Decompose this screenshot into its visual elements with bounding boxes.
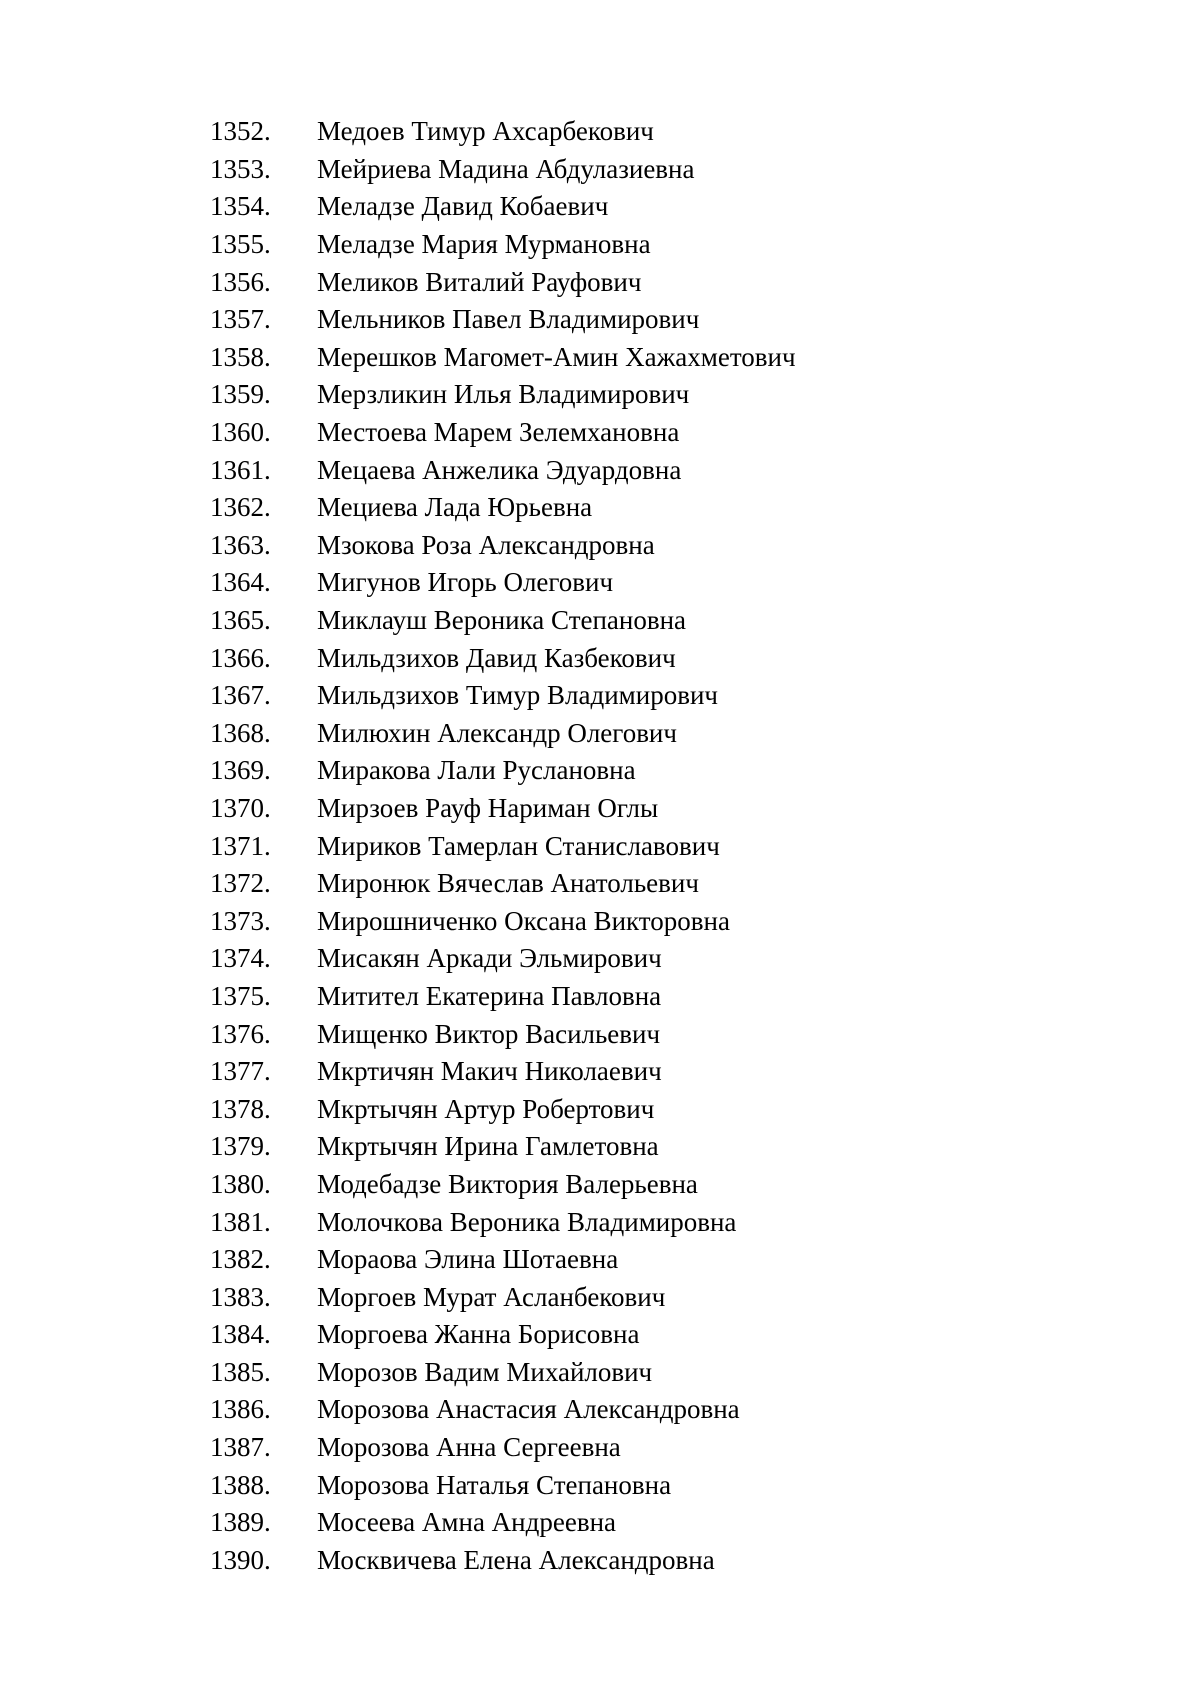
list-item — [210, 1542, 796, 1580]
entry-name: Меликов Виталий Рауфович — [317, 266, 642, 297]
entry-name: Мириков Тамерлан Станиславович — [317, 830, 720, 861]
list-item — [210, 1015, 796, 1053]
entry-name: Морозова Анна Сергеевна — [317, 1432, 621, 1463]
list-item — [210, 151, 796, 189]
list-item — [210, 1053, 796, 1091]
entry-number: 1356. — [210, 266, 271, 297]
entry-name: Мильдзихов Давид Казбекович — [317, 642, 676, 673]
list-item — [210, 1128, 796, 1166]
entry-number: 1380. — [210, 1168, 271, 1199]
entry-name: Мзокова Роза Александровна — [317, 529, 655, 560]
entry-name: Мищенко Виктор Васильевич — [317, 1018, 661, 1049]
entry-number: 1386. — [210, 1394, 271, 1425]
entry-number: 1372. — [210, 868, 271, 899]
entry-number: 1381. — [210, 1206, 271, 1237]
list-item — [210, 677, 796, 715]
entry-name: Мерзликин Илья Владимирович — [317, 379, 690, 410]
entry-number: 1390. — [210, 1544, 271, 1575]
list-item — [210, 263, 796, 301]
list-item — [210, 752, 796, 790]
entry-number: 1384. — [210, 1319, 271, 1350]
entry-number: 1362. — [210, 492, 271, 523]
entry-number: 1370. — [210, 792, 271, 823]
entry-name: Молочкова Вероника Владимировна — [317, 1206, 737, 1237]
entry-name: Мерешков Магомет-Амин Хажахметович — [317, 341, 796, 372]
entry-name: Мельников Павел Владимирович — [317, 304, 700, 335]
entry-name: Милюхин Александр Олегович — [317, 717, 677, 748]
entry-number: 1355. — [210, 229, 271, 260]
entry-name: Мосеева Амна Андреевна — [317, 1507, 617, 1538]
entry-number: 1371. — [210, 830, 271, 861]
list-item — [210, 1504, 796, 1542]
entry-number: 1379. — [210, 1131, 271, 1162]
entry-number: 1385. — [210, 1356, 271, 1387]
entry-number: 1369. — [210, 755, 271, 786]
list-item — [210, 564, 796, 602]
entry-number: 1358. — [210, 341, 271, 372]
list-item — [210, 527, 796, 565]
entry-number: 1373. — [210, 905, 271, 936]
entry-name: Модебадзе Виктория Валерьевна — [317, 1168, 698, 1199]
list-item — [210, 1241, 796, 1279]
entry-name: Мисакян Аркади Эльмирович — [317, 943, 662, 974]
list-item — [210, 188, 796, 226]
entry-number: 1378. — [210, 1093, 271, 1124]
entry-number: 1352. — [210, 116, 271, 147]
list-item — [210, 940, 796, 978]
list-item — [210, 1090, 796, 1128]
list-item — [210, 113, 796, 151]
list-item — [210, 790, 796, 828]
list-item — [210, 451, 796, 489]
entry-number: 1375. — [210, 980, 271, 1011]
entry-number: 1366. — [210, 642, 271, 673]
entry-name: Мкртычян Артур Робертович — [317, 1093, 655, 1124]
list-item — [210, 339, 796, 377]
entry-name: Меладзе Мария Мурмановна — [317, 229, 651, 260]
entry-number: 1363. — [210, 529, 271, 560]
list-item — [210, 1278, 796, 1316]
entry-name: Морозова Наталья Степановна — [317, 1469, 672, 1500]
list-item — [210, 226, 796, 264]
entry-name: Мкртичян Макич Николаевич — [317, 1056, 662, 1087]
entry-number: 1389. — [210, 1507, 271, 1538]
list-item — [210, 489, 796, 527]
entry-name: Морозов Вадим Михайлович — [317, 1356, 653, 1387]
list-item — [210, 865, 796, 903]
entry-number: 1353. — [210, 153, 271, 184]
entry-name: Митител Екатерина Павловна — [317, 980, 662, 1011]
list-item — [210, 1166, 796, 1204]
entry-number: 1357. — [210, 304, 271, 335]
entry-name: Моргоев Мурат Асланбекович — [317, 1281, 666, 1312]
entry-number: 1368. — [210, 717, 271, 748]
entry-name: Мирзоев Рауф Нариман Оглы — [317, 792, 659, 823]
entry-number: 1354. — [210, 191, 271, 222]
entry-number: 1388. — [210, 1469, 271, 1500]
entry-name: Мигунов Игорь Олегович — [317, 567, 614, 598]
entry-name: Миронюк Вячеслав Анатольевич — [317, 868, 699, 899]
entry-number: 1367. — [210, 680, 271, 711]
entry-number: 1377. — [210, 1056, 271, 1087]
entry-number: 1359. — [210, 379, 271, 410]
entry-number: 1365. — [210, 605, 271, 636]
entry-name: Миклауш Вероника Степановна — [317, 605, 687, 636]
list-item — [210, 902, 796, 940]
entry-name: Мильдзихов Тимур Владимирович — [317, 680, 718, 711]
list-item — [210, 827, 796, 865]
list-item — [210, 715, 796, 753]
list-item — [210, 1391, 796, 1429]
entry-name: Москвичева Елена Александровна — [317, 1544, 715, 1575]
entry-number: 1361. — [210, 454, 271, 485]
list-item — [210, 414, 796, 452]
entry-number: 1360. — [210, 417, 271, 448]
entry-name: Медоев Тимур Ахсарбекович — [317, 116, 654, 147]
list-item — [210, 978, 796, 1016]
list-item — [210, 1203, 796, 1241]
list-item — [210, 376, 796, 414]
entry-name: Мециева Лада Юрьевна — [317, 492, 593, 523]
entry-number: 1374. — [210, 943, 271, 974]
list-item — [210, 1466, 796, 1504]
entry-name: Моргоева Жанна Борисовна — [317, 1319, 640, 1350]
entry-name: Мирошниченко Оксана Викторовна — [317, 905, 730, 936]
list-item — [210, 1429, 796, 1467]
entry-name: Мейриева Мадина Абдулазиевна — [317, 153, 695, 184]
entry-name: Мкртычян Ирина Гамлетовна — [317, 1131, 659, 1162]
list-item — [210, 301, 796, 339]
entry-number: 1364. — [210, 567, 271, 598]
entry-name: Мораова Элина Шотаевна — [317, 1244, 619, 1275]
entry-number: 1376. — [210, 1018, 271, 1049]
list-item — [210, 1354, 796, 1392]
list-item — [210, 602, 796, 640]
entry-name: Морозова Анастасия Александровна — [317, 1394, 740, 1425]
entry-name: Миракова Лали Руслановна — [317, 755, 636, 786]
list-item — [210, 1316, 796, 1354]
entry-name: Мецаева Анжелика Эдуардовна — [317, 454, 682, 485]
name-list — [210, 113, 796, 1579]
entry-name: Меладзе Давид Кобаевич — [317, 191, 609, 222]
list-item — [210, 639, 796, 677]
entry-name: Местоева Марем Зелемхановна — [317, 417, 680, 448]
entry-number: 1387. — [210, 1432, 271, 1463]
entry-number: 1383. — [210, 1281, 271, 1312]
entry-number: 1382. — [210, 1244, 271, 1275]
